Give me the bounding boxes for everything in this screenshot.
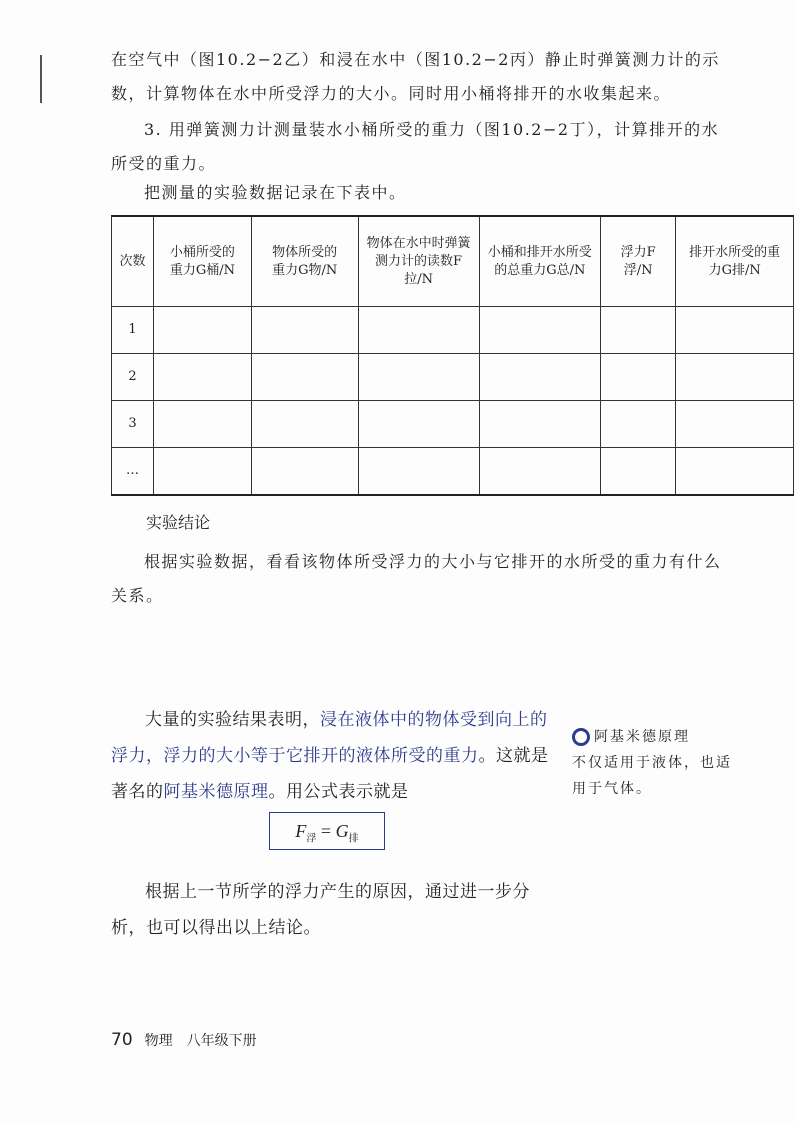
principle-end: 。用公式表示就是 <box>268 782 409 802</box>
paragraph-1: 在空气中（图10.2−2乙）和浸在水中（图10.2−2丙）静止时弹簧测力计的示数，计算物体在水中所受浮力的大小。同时用小桶将排开的水收集起来。 <box>111 50 720 103</box>
book-title: 物理 八年级下册 <box>144 1033 257 1049</box>
formula-box <box>269 812 385 850</box>
page-footer <box>111 1030 257 1050</box>
page-number: 70 <box>111 1030 133 1050</box>
header-cell: 排开水所受的重力G排/N <box>676 216 794 307</box>
paragraph-2: 3. 用弹簧测力计测量装水小桶所受的重力（图10.2−2丁），计算排开的水所受的重力。 <box>111 120 720 173</box>
header-cell: 次数 <box>112 216 154 307</box>
principle-name: 阿基米德原理 <box>163 782 269 802</box>
principle-paragraph <box>111 702 551 810</box>
header-cell: 浮力F浮/N <box>601 216 676 307</box>
conclusion-text: 根据实验数据，看看该物体所受浮力的大小与它排开的水所受的重力有什么关系。 <box>111 552 722 605</box>
formula-equals: = <box>316 821 336 841</box>
principle-intro: 大量的实验结果表明， <box>145 710 320 730</box>
sidenote <box>572 724 742 802</box>
table-row <box>112 448 794 496</box>
formula-g-sub: 排 <box>348 833 359 845</box>
table-row <box>112 307 794 354</box>
paragraph-3: 把测量的实验数据记录在下表中。 <box>144 183 407 202</box>
sidenote-text: 不仅适用于液体，也适用于气体。 <box>572 755 732 797</box>
table-row <box>112 354 794 401</box>
principle-statement: 浸在液体中的物体受到向上的浮力，浮力的大小等于它排开的液体所受的重力 <box>111 710 548 766</box>
formula-f-sub: 浮 <box>306 833 317 845</box>
header-cell: 小桶所受的重力G桶/N <box>153 216 251 307</box>
sidenote-title: 阿基米德原理 <box>594 729 690 745</box>
table-row <box>112 401 794 448</box>
row-number: 1 <box>112 307 154 354</box>
after-paragraph: 根据上一节所学的浮力产生的原因，通过进一步分析，也可以得出以上结论。 <box>111 882 530 938</box>
row-number: 3 <box>112 401 154 448</box>
data-table <box>111 215 794 496</box>
header-cell: 小桶和排开水所受的总重力G总/N <box>479 216 600 307</box>
row-number: 2 <box>112 354 154 401</box>
formula-g: G <box>335 821 349 841</box>
header-cell: 物体在水中时弹簧测力计的读数F拉/N <box>358 216 479 307</box>
principle-mid: 。这就是著名的 <box>111 746 549 802</box>
margin-line <box>40 55 42 103</box>
row-number: … <box>112 448 154 496</box>
formula-f: F <box>295 821 307 841</box>
pen-nib-icon <box>572 728 590 746</box>
header-cell: 物体所受的重力G物/N <box>251 216 358 307</box>
conclusion-heading: 实验结论 <box>146 513 211 532</box>
